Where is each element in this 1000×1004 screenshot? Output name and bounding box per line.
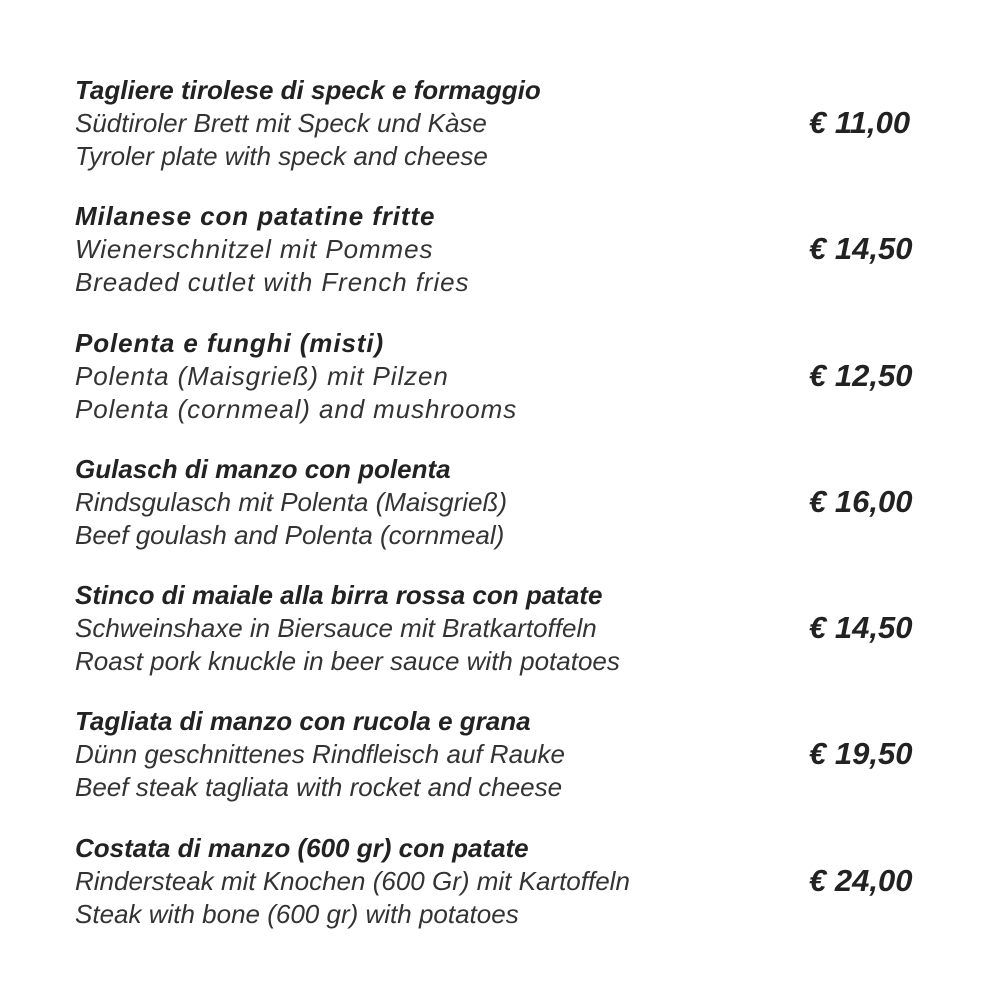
dish-name-english: Beef goulash and Polenta (cornmeal) — [75, 520, 505, 550]
dish-name-italian: Tagliere tirolese di speck e formaggio — [75, 75, 541, 105]
menu-item-tagliata — [75, 706, 935, 816]
dish-price: € 12,50 — [809, 358, 913, 393]
dish-name-italian: Milanese con patatine fritte — [75, 201, 436, 231]
dish-name-german: Schweinshaxe in Biersauce mit Bratkartoffeln — [75, 613, 597, 643]
dish-name-english: Breaded cutlet with French fries — [75, 267, 470, 297]
menu-item-polenta-funghi — [75, 328, 935, 438]
dish-price: € 11,00 — [809, 105, 911, 140]
dish-name-italian: Gulasch di manzo con polenta — [75, 454, 451, 484]
menu-item-costata — [75, 833, 935, 943]
dish-price: € 24,00 — [809, 863, 913, 898]
menu-item-tagliere — [75, 75, 935, 185]
dish-name-english: Polenta (cornmeal) and mushrooms — [75, 394, 518, 424]
dish-price: € 14,50 — [809, 610, 913, 645]
dish-name-italian: Tagliata di manzo con rucola e grana — [75, 706, 531, 736]
dish-name-german: Wienerschnitzel mit Pommes — [75, 234, 434, 264]
dish-price: € 14,50 — [809, 231, 913, 266]
menu-item-stinco — [75, 580, 935, 690]
dish-name-german: Polenta (Maisgrieß) mit Pilzen — [75, 361, 449, 391]
dish-name-german: Rindsgulasch mit Polenta (Maisgrieß) — [75, 487, 508, 517]
dish-name-german: Rindersteak mit Knochen (600 Gr) mit Kartoffeln — [75, 866, 630, 896]
menu-item-milanese — [75, 201, 935, 311]
dish-price: € 19,50 — [809, 736, 913, 771]
dish-name-italian: Polenta e funghi (misti) — [75, 328, 385, 358]
dish-name-italian: Costata di manzo (600 gr) con patate — [75, 833, 529, 863]
dish-name-italian: Stinco di maiale alla birra rossa con patate — [75, 580, 603, 610]
dish-name-german: Südtiroler Brett mit Speck und Kàse — [75, 108, 487, 138]
dish-name-english: Steak with bone (600 gr) with potatoes — [75, 899, 519, 929]
dish-name-german: Dünn geschnittenes Rindfleisch auf Rauke — [75, 739, 565, 769]
dish-name-english: Roast pork knuckle in beer sauce with potatoes — [75, 646, 620, 676]
dish-name-english: Tyroler plate with speck and cheese — [75, 141, 488, 171]
dish-name-english: Beef steak tagliata with rocket and cheese — [75, 772, 563, 802]
menu-item-gulasch — [75, 454, 935, 564]
dish-price: € 16,00 — [809, 484, 913, 519]
